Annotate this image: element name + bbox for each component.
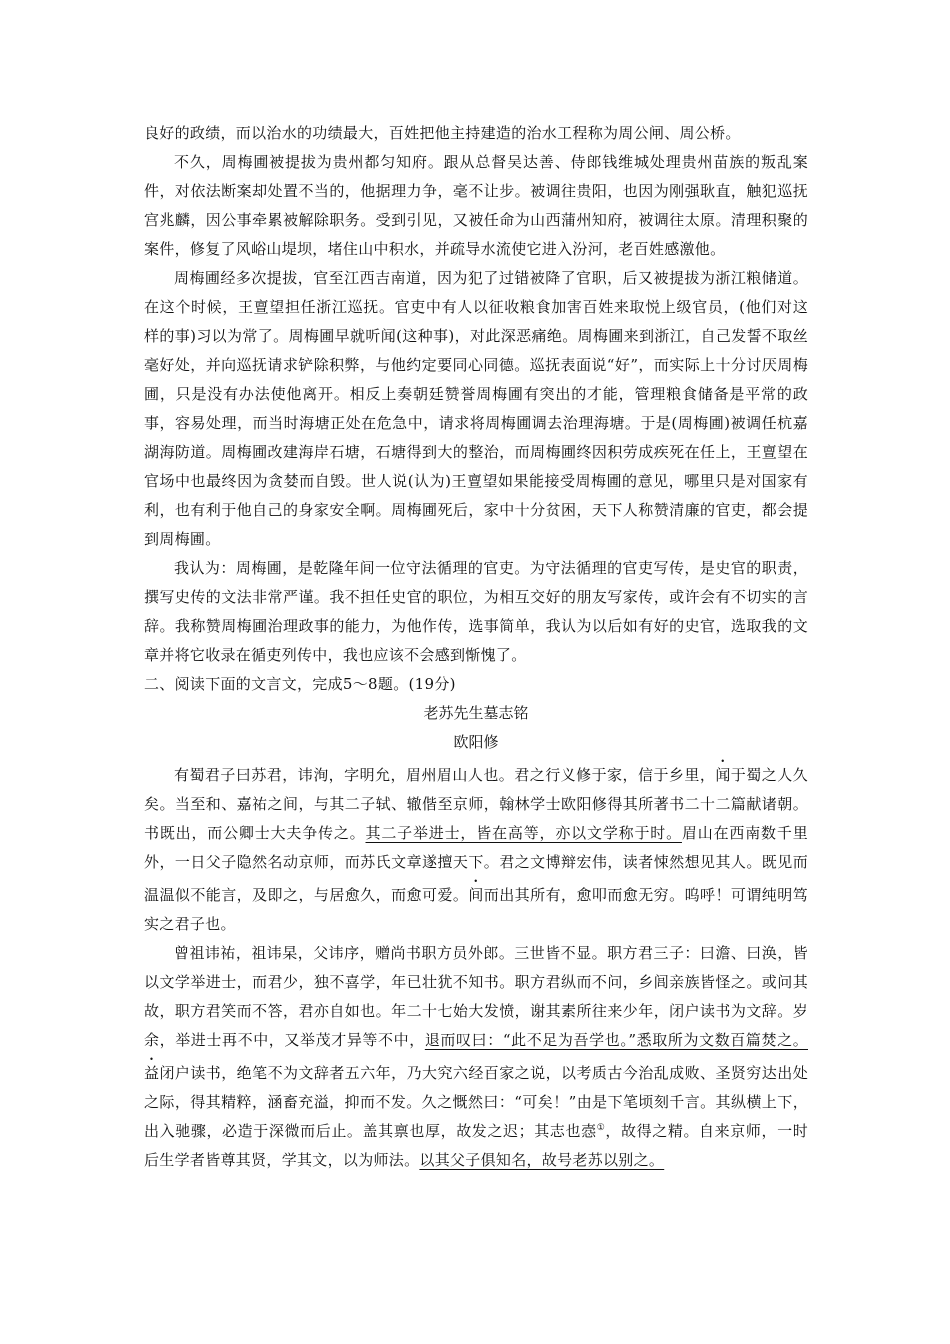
- dotted-keyword: 间: [468, 886, 484, 904]
- passage-title: 老苏先生墓志铭: [423, 704, 529, 722]
- translation-paragraph-1: 良好的政绩，而以治水的功绩最大，百姓把他主持建造的治水工程称为周公闸、周公桥。: [144, 124, 741, 142]
- passage-paragraph-2: [144, 939, 808, 1175]
- passage-text: 眉山在西南数千里外，一日父子隐然名动京师，而苏氏文章遂擅天下。君之文博辩宏伟，读者悚然想见其人。既见而温温似不能言，及即之，与居愈久，而愈可爱。: [144, 824, 808, 904]
- translation-paragraph-2: 不久，周梅圃被提拔为贵州都匀知府。跟从总督吴达善、侍郎钱维城处理贵州苗族的叛乱案件，对依法断案却处置不当的，他据理力争，毫不让步。被调往贵阳，也因为刚强耿直，触犯巡抚宫兆麟，因公事牵累被解除职务。受到引见，又被任命为山西蒲州知府，被调往太原。清理积聚的案件，修复了风峪山堤坝，堵住山中积水，并疏导水流使它进入汾河，老百姓感激他。: [144, 153, 808, 258]
- passage-text: 闭户读书，绝笔不为文辞者五六年，乃大究六经百家之说，以考质古今治乱成败、圣贤穷达出处之际，得其精粹，涵畜充溢，抑而不发。久之慨然曰：“可矣！”由是下笔顷刻千言。其纵横上下，出入驰骤，必造于深微而后止。盖其禀也厚，故发之迟；其志也悫: [144, 1064, 808, 1140]
- passage-paragraph-1: [144, 757, 808, 939]
- section-heading: 二、阅读下面的文言文，完成5～8题。(19分): [144, 675, 456, 693]
- passage-author: 欧阳修: [453, 733, 499, 751]
- document-body: [144, 119, 808, 1175]
- passage-text: 于蜀之人久矣。当至和、嘉祐之间，与其二子轼、辙偕至京师，翰林学士欧阳修得其所著书二十二篇献诸朝。书既出，而公卿士大夫争传之。: [144, 766, 808, 842]
- footnote-marker: ①: [596, 1123, 606, 1133]
- underlined-sentence: 以其父子俱知名，故号老苏以别之。: [419, 1151, 665, 1169]
- underlined-sentence: 退而叹曰：“此不足为吾学也。”悉取所为文数百篇焚之。: [424, 1031, 808, 1049]
- translation-paragraph-3: 周梅圃经多次提拔，官至江西吉南道，因为犯了过错被降了官职，后又被提拔为浙江粮储道。在这个时候，王亶望担任浙江巡抚。官吏中有人以征收粮食加害百姓来取悦上级官员，(他们对这样的事)习以为常了。周梅圃早就听闻(这种事)，对此深恶痛绝。周梅圃来到浙江，自己发誓不取丝毫好处，并向巡抚请求铲除积弊，与他约定要同心同德。巡抚表面说“好”，而实际上十分讨厌周梅圃，只是没有办法使他离开。相反上奏朝廷赞誉周梅圃有突出的才能，管理粮食储备是平常的政事，容易处理，而当时海塘正处在危急中，请求将周梅圃调去治理海塘。于是(周梅圃)被调任杭嘉湖海防道。周梅圃改建海岸石塘，石塘得到大的整治，而周梅圃终因积劳成疾死在任上，王亶望在官场中也最终因为贪婪而自毁。世人说(认为)王亶望如果能接受周梅圃的意见，哪里只是对国家有利，也有利于他自己的身家安全啊。周梅圃死后，家中十分贫困，天下人称赞清廉的官吏，都会提到周梅圃。: [144, 269, 808, 548]
- translation-paragraph-4: 我认为：周梅圃，是乾隆年间一位守法循理的官吏。为守法循理的官吏写传，是史官的职责，撰写史传的文法非常严谨。我不担任史官的职位，为相互交好的朋友写家传，或许会有不切实的言辞。我称赞周梅圃治理政事的能力，为他作传，选事简单，我认为以后如有好的史官，选取我的文章并将它收录在循吏列传中，我也应该不会感到惭愧了。: [144, 559, 808, 664]
- passage-text: 而出其所有，愈叩而愈无穷。呜呼！可谓纯明笃实之君子也。: [144, 886, 808, 933]
- passage-text: ，故得之精。自来京师，一时后生学者皆尊其贤，学其文，以为师法。: [144, 1122, 809, 1169]
- underlined-sentence: 其二子举进士，皆在高等，亦以文学称于时。: [365, 824, 682, 842]
- dotted-keyword: 闻: [715, 766, 731, 784]
- passage-text: 曾祖讳祐，祖讳杲，父讳序，赠尚书职方员外郎。三世皆不显。职方君三子：曰澹、曰涣，皆以文学举进士，而君少，独不喜学，年已壮犹不知书。职方君纵而不问，乡闾亲族皆怪之。或问其故，职方君笑而不答，君亦自如也。年二十七始大发愤，谢其素所往来少年，闭户读书为文辞。岁余，举进士再不中，又举茂才异等不中，: [144, 944, 808, 1049]
- passage-text: 有蜀君子曰苏君，讳洵，字明允，眉州眉山人也。君之行义修于家，信于乡里，: [174, 766, 716, 784]
- dotted-keyword: 益: [144, 1064, 160, 1082]
